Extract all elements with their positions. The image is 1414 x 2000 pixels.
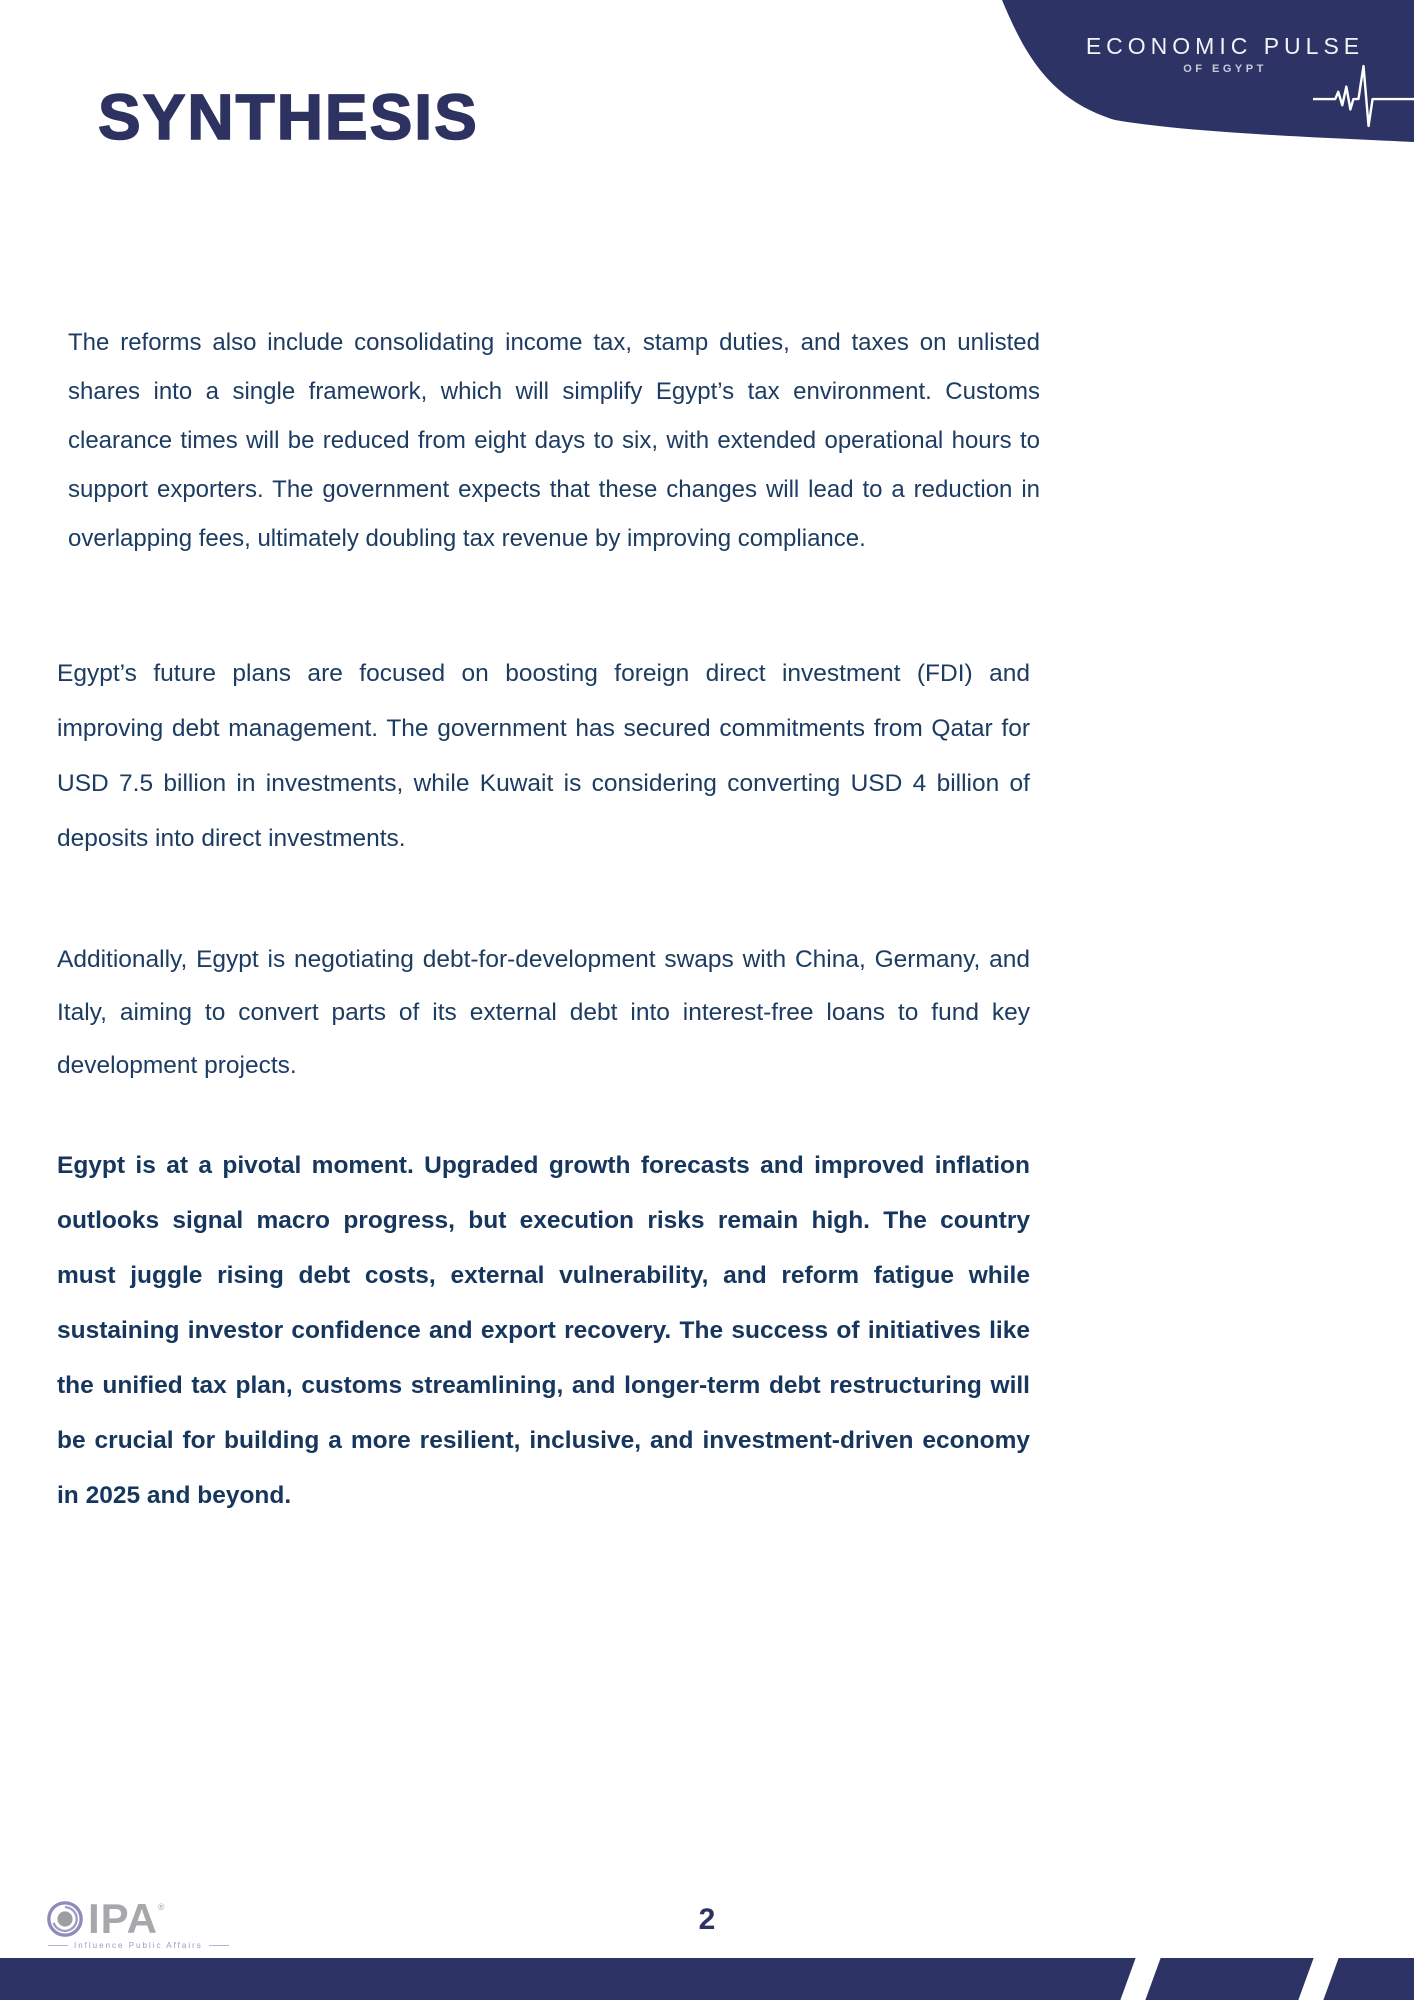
tagline-dash <box>209 1945 229 1946</box>
paragraph-future-plans: Egypt’s future plans are focused on boosting foreign direct investment (FDI) and improving debt management. The government has secured commitments from Qatar for USD 7.5 billion in investments, while Kuwait is considering converting USD 4 billion of deposits into direct investments. <box>57 660 1030 852</box>
footer-bar <box>0 1958 1414 2000</box>
ipa-tagline: Influence Public Affairs <box>74 1941 203 1950</box>
page-title: SYNTHESIS <box>98 81 479 153</box>
registered-mark: ® <box>157 1902 166 1912</box>
footer-slash <box>1119 1958 1162 2000</box>
paragraph-conclusion-bold: Egypt is at a pivotal moment. Upgraded growth forecasts and improved inflation outlooks signal macro progress, but execution risks remain high. The country must juggle rising debt costs, external vulnerability, and reform fatigue while sustaining investor confidence and export recovery. The success of initiatives like the unified tax plan, customs streamlining, and longer-term debt restructuring will be crucial for building a more resilient, inclusive, and investment-driven economy in 2025 and beyond. <box>57 1152 1030 1509</box>
ipa-tagline-row <box>48 1941 246 1950</box>
brand-title: ECONOMIC PULSE <box>1085 33 1365 59</box>
tagline-dash <box>48 1945 68 1946</box>
page-number: 2 <box>698 1903 716 1936</box>
footer-slash <box>1297 1958 1340 2000</box>
paragraph-debt-swaps: Additionally, Egypt is negotiating debt-for-development swaps with China, Germany, and Italy, aiming to convert parts of its external debt into interest-free loans to fund key development projects. <box>57 946 1030 1079</box>
brand-subtitle: OF EGYPT <box>1183 63 1267 75</box>
heartbeat-icon <box>1313 64 1414 130</box>
ipa-logo-text: IPA® <box>88 1895 166 1942</box>
paragraph-tax-reforms: The reforms also include consolidating income tax, stamp duties, and taxes on unlisted shares into a single framework, which will simplify Egypt’s tax environment. Customs clearance times will be reduced from eight days to six, with extended operational hours to support exporters. The government expects that these changes will lead to a reduction in overlapping fees, ultimately doubling tax revenue by improving compliance. <box>68 329 1040 552</box>
